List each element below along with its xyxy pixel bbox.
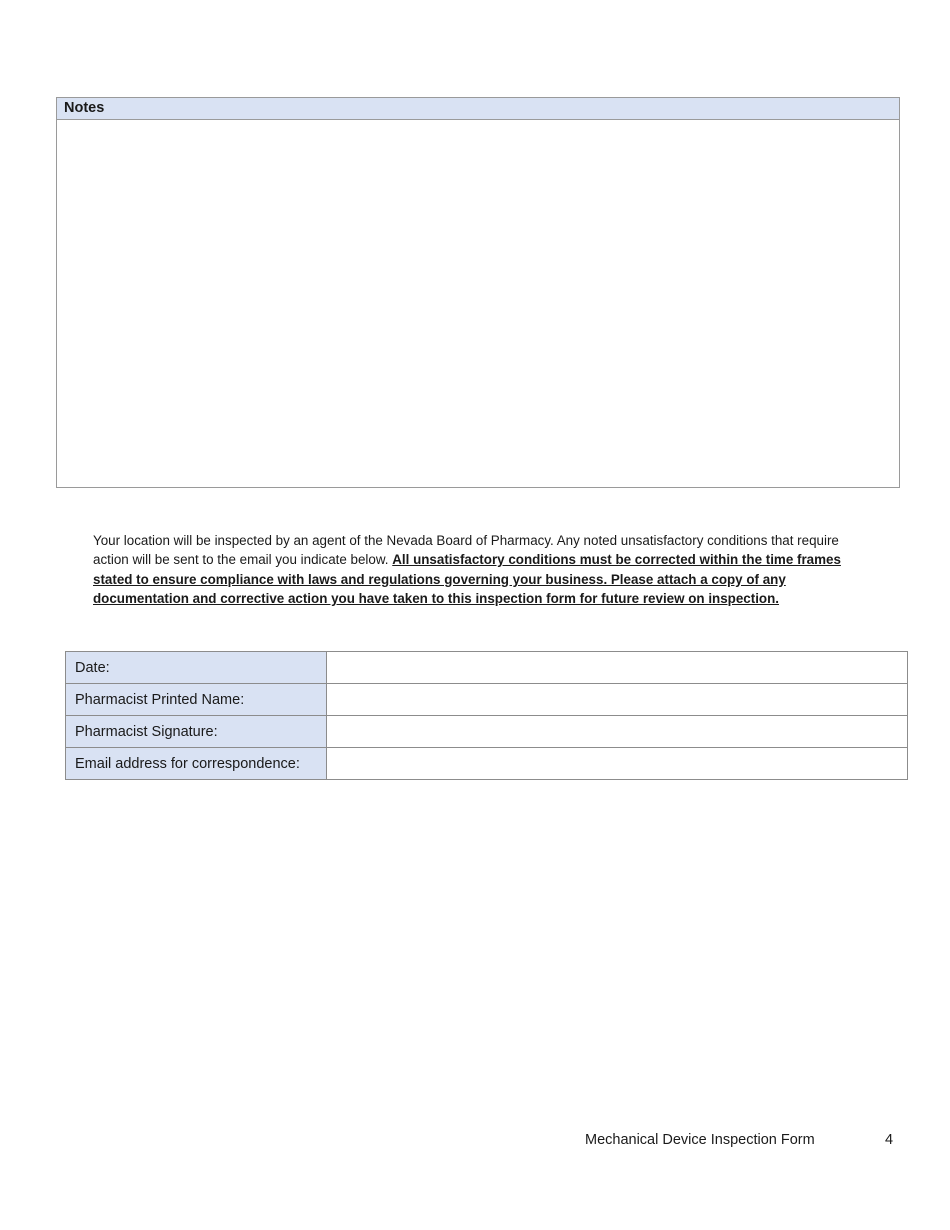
signature-table	[65, 651, 908, 780]
table-row	[66, 652, 908, 684]
printed-name-label: Pharmacist Printed Name:	[66, 684, 327, 716]
signature-cell	[327, 716, 908, 748]
table-row	[66, 684, 908, 716]
signature-field[interactable]	[327, 716, 907, 747]
instructions-emphasis: All unsatisfactory conditions must be corrected within the time frames stated to ensure compliance with laws and regulations governing your business. Please attach a copy of any documentation and corrective action you have taken to this inspection form for future review on inspection.	[93, 552, 841, 606]
footer-form-title: Mechanical Device Inspection Form	[585, 1132, 815, 1148]
notes-section	[56, 97, 900, 488]
email-label: Email address for correspondence:	[66, 748, 327, 780]
printed-name-cell	[327, 684, 908, 716]
date-field[interactable]	[327, 652, 907, 683]
email-field[interactable]	[327, 748, 907, 779]
notes-textarea[interactable]	[57, 120, 899, 487]
date-label: Date:	[66, 652, 327, 684]
table-row	[66, 716, 908, 748]
instructions-intro: Your location will be inspected by an agent of the Nevada Board of Pharmacy. Any noted unsatisfactory conditions that require action will be sent to the email you indicate below.	[93, 533, 839, 568]
footer-page-number: 4	[885, 1132, 894, 1148]
notes-title: Notes	[57, 98, 899, 120]
inspection-instructions	[93, 531, 853, 608]
table-row	[66, 748, 908, 780]
email-cell	[327, 748, 908, 780]
date-cell	[327, 652, 908, 684]
printed-name-field[interactable]	[327, 684, 907, 715]
signature-label: Pharmacist Signature:	[66, 716, 327, 748]
